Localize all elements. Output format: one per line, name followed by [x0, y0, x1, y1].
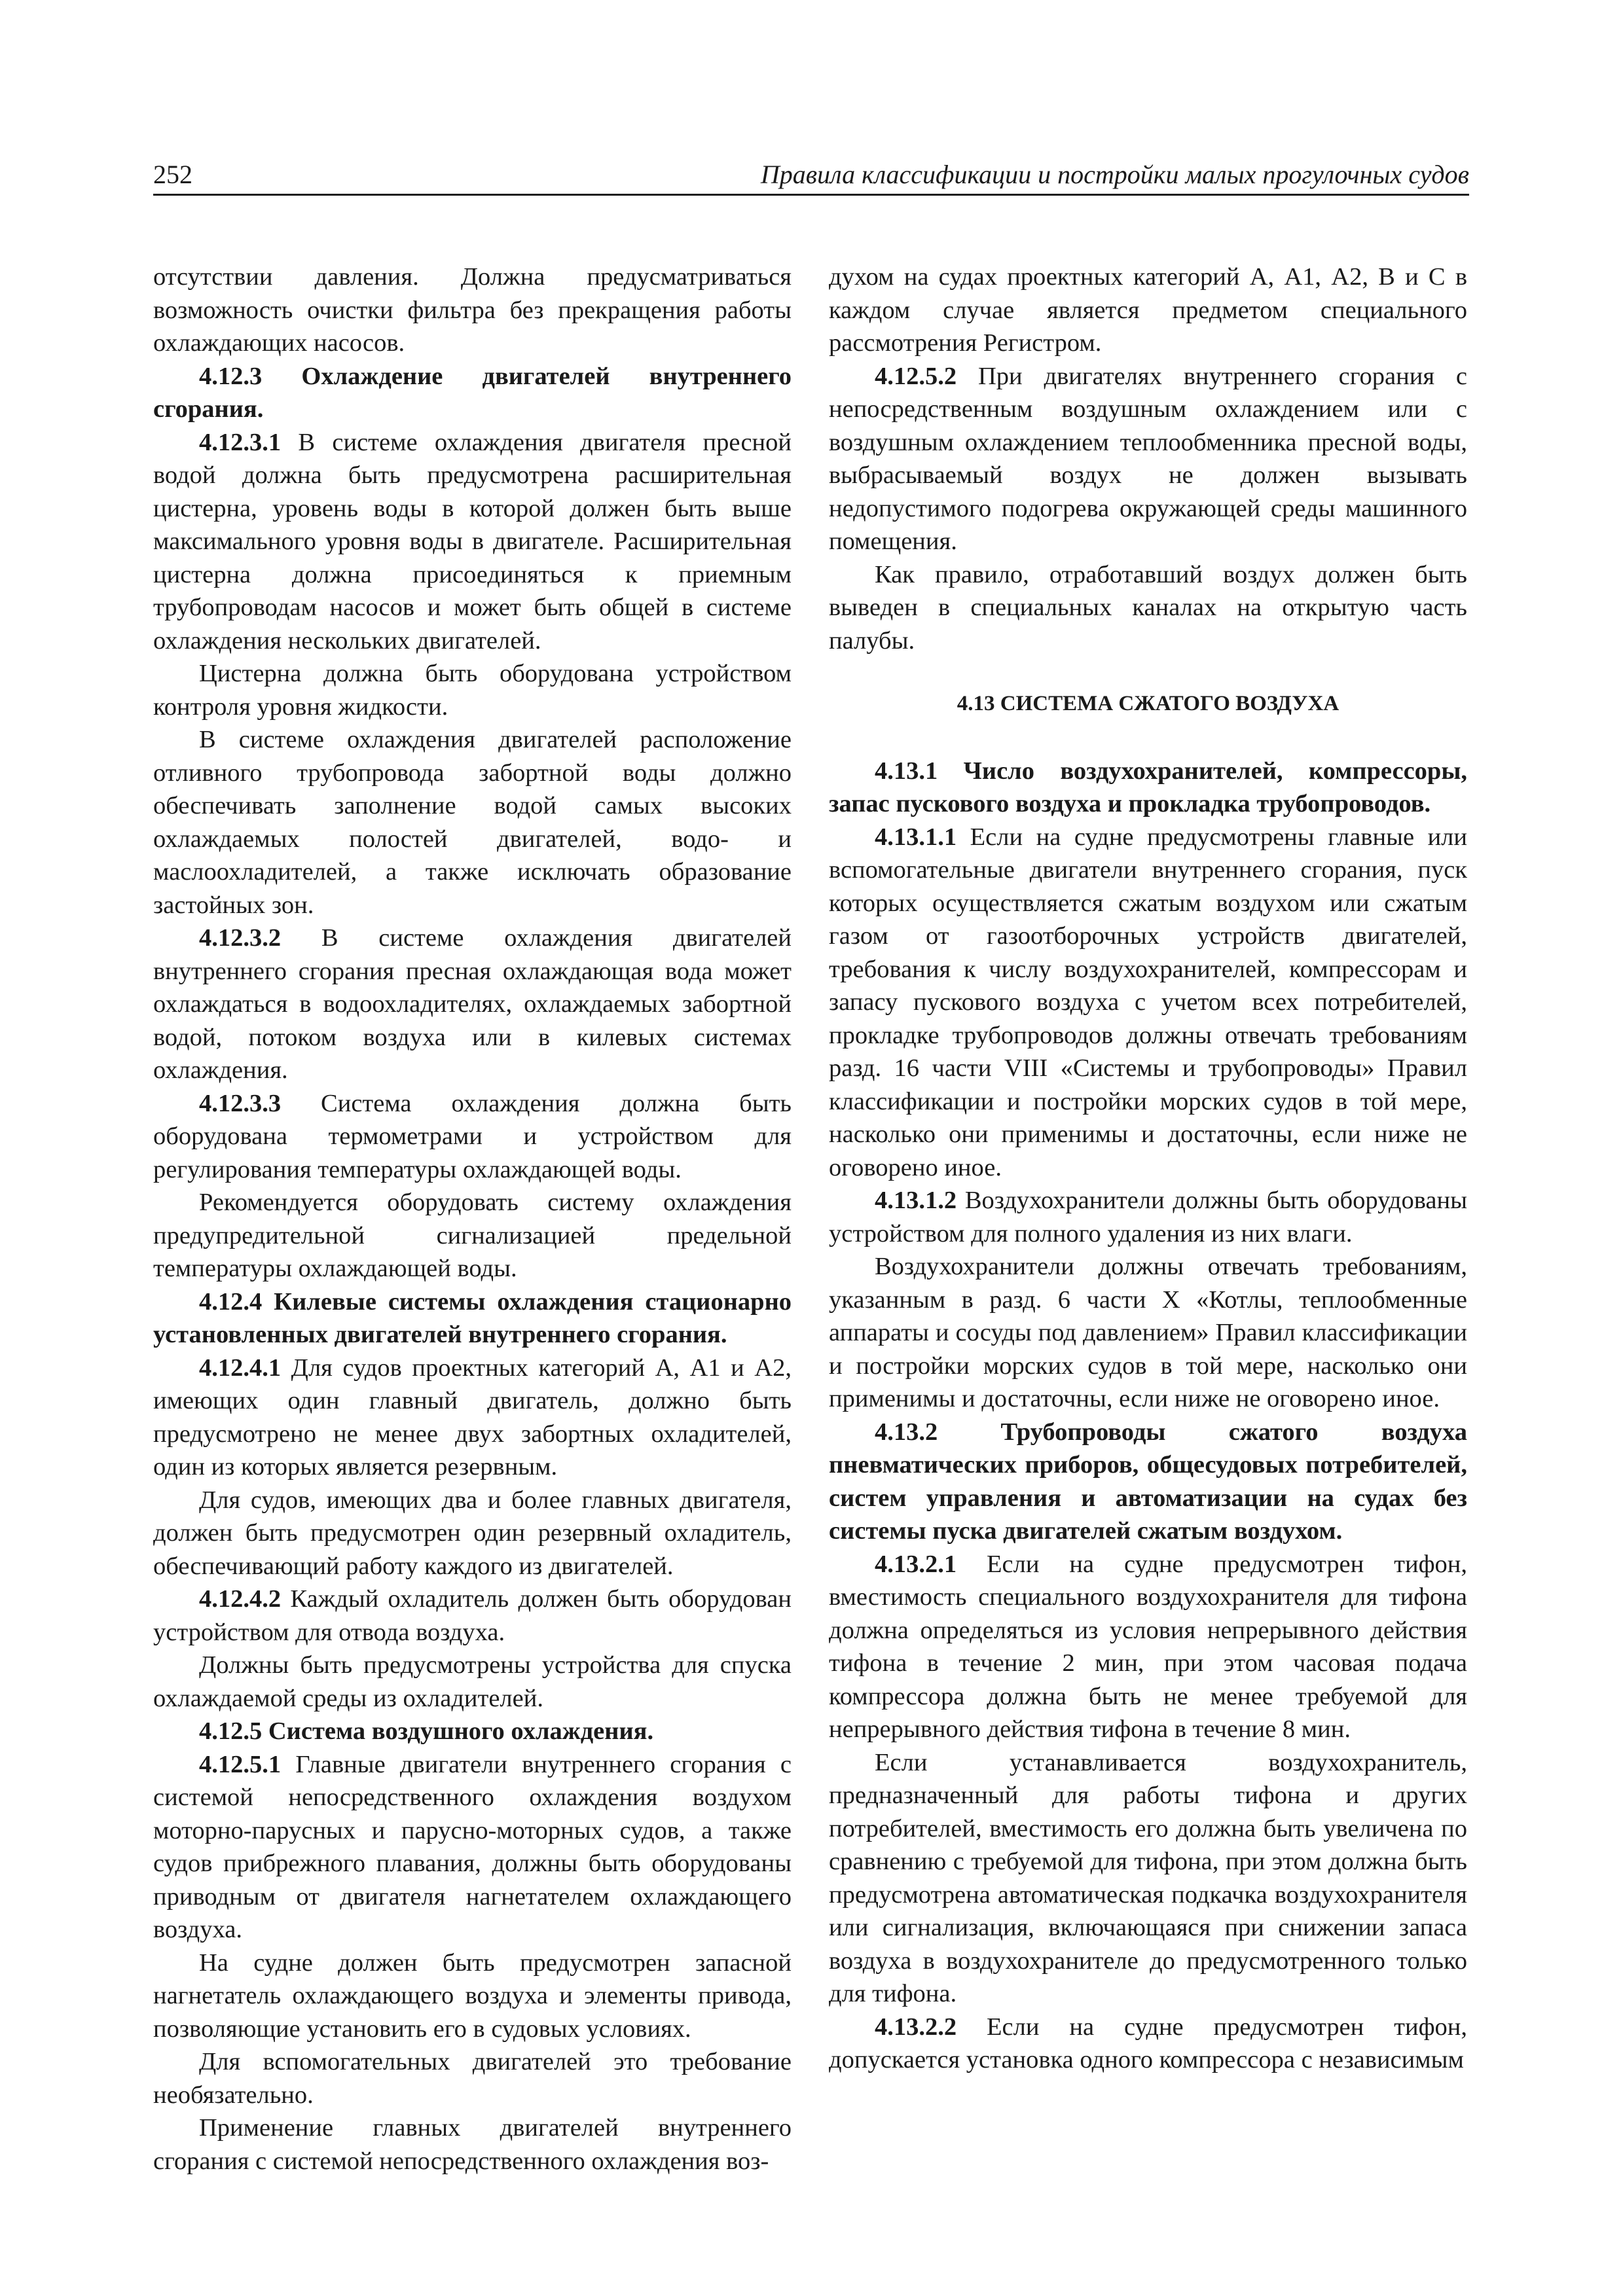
paragraph	[153, 1352, 792, 1484]
paragraph-text: Воздухохранители должны отвечать требованиям, указанным в разд. 6 части X «Котлы, теплообменные аппараты и сосуды под давлением» Правил классификации и постройки морских судов в той мере, насколько они применимы и достаточны, если ниже не оговорено иное.	[829, 1253, 1467, 1412]
paragraph-text: В системе охлаждения двигателей расположение отливного трубопровода забортной воды должно обеспечивать заполнение водой самых высоких охлаждаемых полостей двигателей, водо- и маслоохладителей, а также исключать образование застойных зон.	[153, 726, 792, 919]
clause-number: 4.12.3.3	[199, 1089, 282, 1117]
paragraph	[829, 821, 1467, 1185]
paragraph	[153, 657, 792, 723]
paragraph-text: Для судов, имеющих два и более главных двигателя, должен быть предусмотрен один резервный охладитель, обеспечивающий работу каждого из двигателей.	[153, 1486, 792, 1580]
paragraph-text: 4.13.2 Трубопроводы сжатого воздуха пневматических приборов, общесудовых потребителей, систем управления и автоматизации на судах без системы пуска двигателей сжатым воздухом.	[829, 1418, 1467, 1545]
paragraph-text: 4.13 СИСТЕМА СЖАТОГО ВОЗДУХА	[957, 692, 1340, 715]
paragraph	[153, 260, 792, 360]
paragraph	[153, 922, 792, 1087]
paragraph-text: Для вспомогательных двигателей это требование необязательно.	[153, 2048, 792, 2109]
paragraph	[829, 558, 1467, 658]
paragraph-text: Если на судне предусмотрен тифон, допускается установка одного компрессора с независимым	[829, 2013, 1467, 2073]
paragraph	[153, 1186, 792, 1285]
paragraph	[153, 1583, 792, 1649]
paragraph-text: В системе охлаждения двигателей внутреннего сгорания пресная охлаждающая вода может охлаждаться в водоохладителях, охлаждаемых забортной водой, потоком воздуха или в килевых системах охлаждения.	[153, 924, 792, 1084]
running-title: Правила классификации и постройки малых прогулочных судов	[760, 160, 1469, 189]
paragraph-text: Если устанавливается воздухохранитель, предназначенный для работы тифона и других потребителей, вместимость его должна быть увеличена по сравнению с требуемой для тифона, при этом должна быть предусмотрена автоматическая подкачка воздухохранителя или сигнализация, включающаяся при снижении запаса воздуха в воздухохранителе до предусмотренного только для тифона.	[829, 1748, 1467, 2007]
clause-number: 4.12.5.1	[199, 1750, 282, 1778]
paragraph-text: 4.13.1 Число воздухохранителей, компрессоры, запас пускового воздуха и прокладка трубопроводов.	[829, 757, 1467, 817]
clause-number: 4.12.3.1	[199, 428, 282, 456]
paragraph-text: В системе охлаждения двигателя пресной водой должна быть предусмотрена расширительная цистерна, уровень воды в которой должен быть выше максимального уровня воды в двигателе. Расширительная цистерна должна присоединяться к приемным трубопроводам насосов и может быть общей в системе охлаждения нескольких двигателей.	[153, 428, 792, 655]
paragraph-text: Система охлаждения должна быть оборудована термометрами и устройством для регулирования температуры охлаждающей воды.	[153, 1089, 792, 1183]
clause-number: 4.12.3.2	[199, 924, 282, 952]
clause-number: 4.13.1.2	[875, 1187, 957, 1214]
paragraph-text: Применение главных двигателей внутреннего сгорания с системой непосредственного охлаждения воз-	[153, 2114, 792, 2175]
subsection-heading	[829, 1416, 1467, 1548]
left-column	[153, 260, 792, 2178]
subsection-heading	[153, 360, 792, 426]
paragraph-text: Главные двигатели внутреннего сгорания с системой непосредственного охлаждения воздухом моторно-парусных и парусно-моторных судов, а также судов прибрежного плавания, должны быть оборудованы приводным от двигателя нагнетателем охлаждающего воздуха.	[153, 1750, 792, 1943]
paragraph	[153, 2111, 792, 2178]
paragraph-text: Цистерна должна быть оборудована устройством контроля уровня жидкости.	[153, 660, 792, 721]
paragraph-text: духом на судах проектных категорий А, А1, А2, В и С в каждом случае является предметом специального рассмотрения Регистром.	[829, 263, 1467, 357]
clause-number: 4.12.4.1	[199, 1354, 282, 1382]
paragraph-text: Каждый охладитель должен быть оборудован устройством для отвода воздуха.	[153, 1585, 792, 1646]
paragraph-text: Если на судне предусмотрены главные или вспомогательные двигатели внутреннего сгорания, пуск которых осуществляется сжатым воздухом или сжатым газом от газоотборочных устройств двигателей, требования к числу воздухохранителей, компрессорам и запасу пускового воздуха с учетом всех потребителей, прокладке трубопроводов должны отвечать требованиям разд. 16 части VIII «Системы и трубопроводы» Правил классификации и постройки морских судов в той мере, насколько они применимы и достаточны, если ниже не оговорено иное.	[829, 823, 1467, 1181]
clause-number: 4.13.2.1	[875, 1550, 957, 1578]
paragraph-text: На судне должен быть предусмотрен запасной нагнетатель охлаждающего воздуха и элементы привода, позволяющие установить его в судовых условиях.	[153, 1948, 792, 2043]
paragraph-text: 4.12.4 Килевые системы охлаждения стационарно установленных двигателей внутреннего сгорания.	[153, 1287, 792, 1348]
clause-number: 4.12.5.2	[875, 362, 957, 390]
subsection-heading	[829, 755, 1467, 821]
paragraph	[153, 426, 792, 658]
paragraph	[153, 1484, 792, 1583]
paragraph	[153, 1649, 792, 1715]
paragraph-text: Воздухохранители должны быть оборудованы устройством для полного удаления из них влаги.	[829, 1187, 1467, 1247]
paragraph	[829, 1184, 1467, 1250]
clause-number: 4.13.2.2	[875, 2013, 957, 2041]
paragraph	[829, 360, 1467, 558]
paragraph-text: 4.12.3 Охлаждение двигателей внутреннего сгорания.	[153, 362, 792, 423]
paragraph-text: При двигателях внутреннего сгорания с непосредственным воздушным охлаждением или с воздушным охлаждением теплообменника пресной воды, выбрасываемый воздух не должен вызывать недопустимого подогрева окружающей среды машинного помещения.	[829, 362, 1467, 555]
paragraph-text: Если на судне предусмотрен тифон, вместимость специального воздухохранителя для тифона должна определяться из условия непрерывного действия тифона в течение 2 мин, при этом часовая подача компрессора должна быть не менее требуемой для непрерывного действия тифона в течение 8 мин.	[829, 1550, 1467, 1743]
clause-number: 4.12.4.2	[199, 1585, 282, 1613]
paragraph-text: отсутствии давления. Должна предусматриваться возможность очистки фильтра без прекращения работы охлаждающих насосов.	[153, 263, 792, 357]
paragraph	[829, 2011, 1467, 2077]
paragraph-text: Как правило, отработавший воздух должен быть выведен в специальных каналах на открытую часть палубы.	[829, 560, 1467, 655]
subsection-heading	[153, 1285, 792, 1352]
paragraph	[829, 260, 1467, 360]
right-column	[829, 260, 1467, 2077]
paragraph	[829, 1548, 1467, 1746]
section-heading	[829, 687, 1467, 721]
paragraph-text: Для судов проектных категорий А, А1 и А2, имеющих один главный двигатель, должно быть предусмотрено не менее двух забортных охладителей, один из которых является резервным.	[153, 1354, 792, 1480]
subsection-heading	[153, 1715, 792, 1748]
page-header	[153, 154, 1469, 196]
paragraph	[153, 1087, 792, 1187]
paragraph-text: 4.12.5 Система воздушного охлаждения.	[199, 1717, 654, 1745]
paragraph	[153, 1946, 792, 2046]
paragraph	[153, 2045, 792, 2111]
paragraph	[153, 1748, 792, 1946]
paragraph	[829, 1746, 1467, 2011]
page-number: 252	[153, 160, 192, 189]
clause-number: 4.13.1.1	[875, 823, 957, 851]
paragraph	[153, 723, 792, 922]
paragraph	[829, 1250, 1467, 1416]
paragraph-text: Рекомендуется оборудовать систему охлаждения предупредительной сигнализацией предельной температуры охлаждающей воды.	[153, 1189, 792, 1282]
paragraph-text: Должны быть предусмотрены устройства для спуска охлаждаемой среды из охладителей.	[153, 1651, 792, 1712]
